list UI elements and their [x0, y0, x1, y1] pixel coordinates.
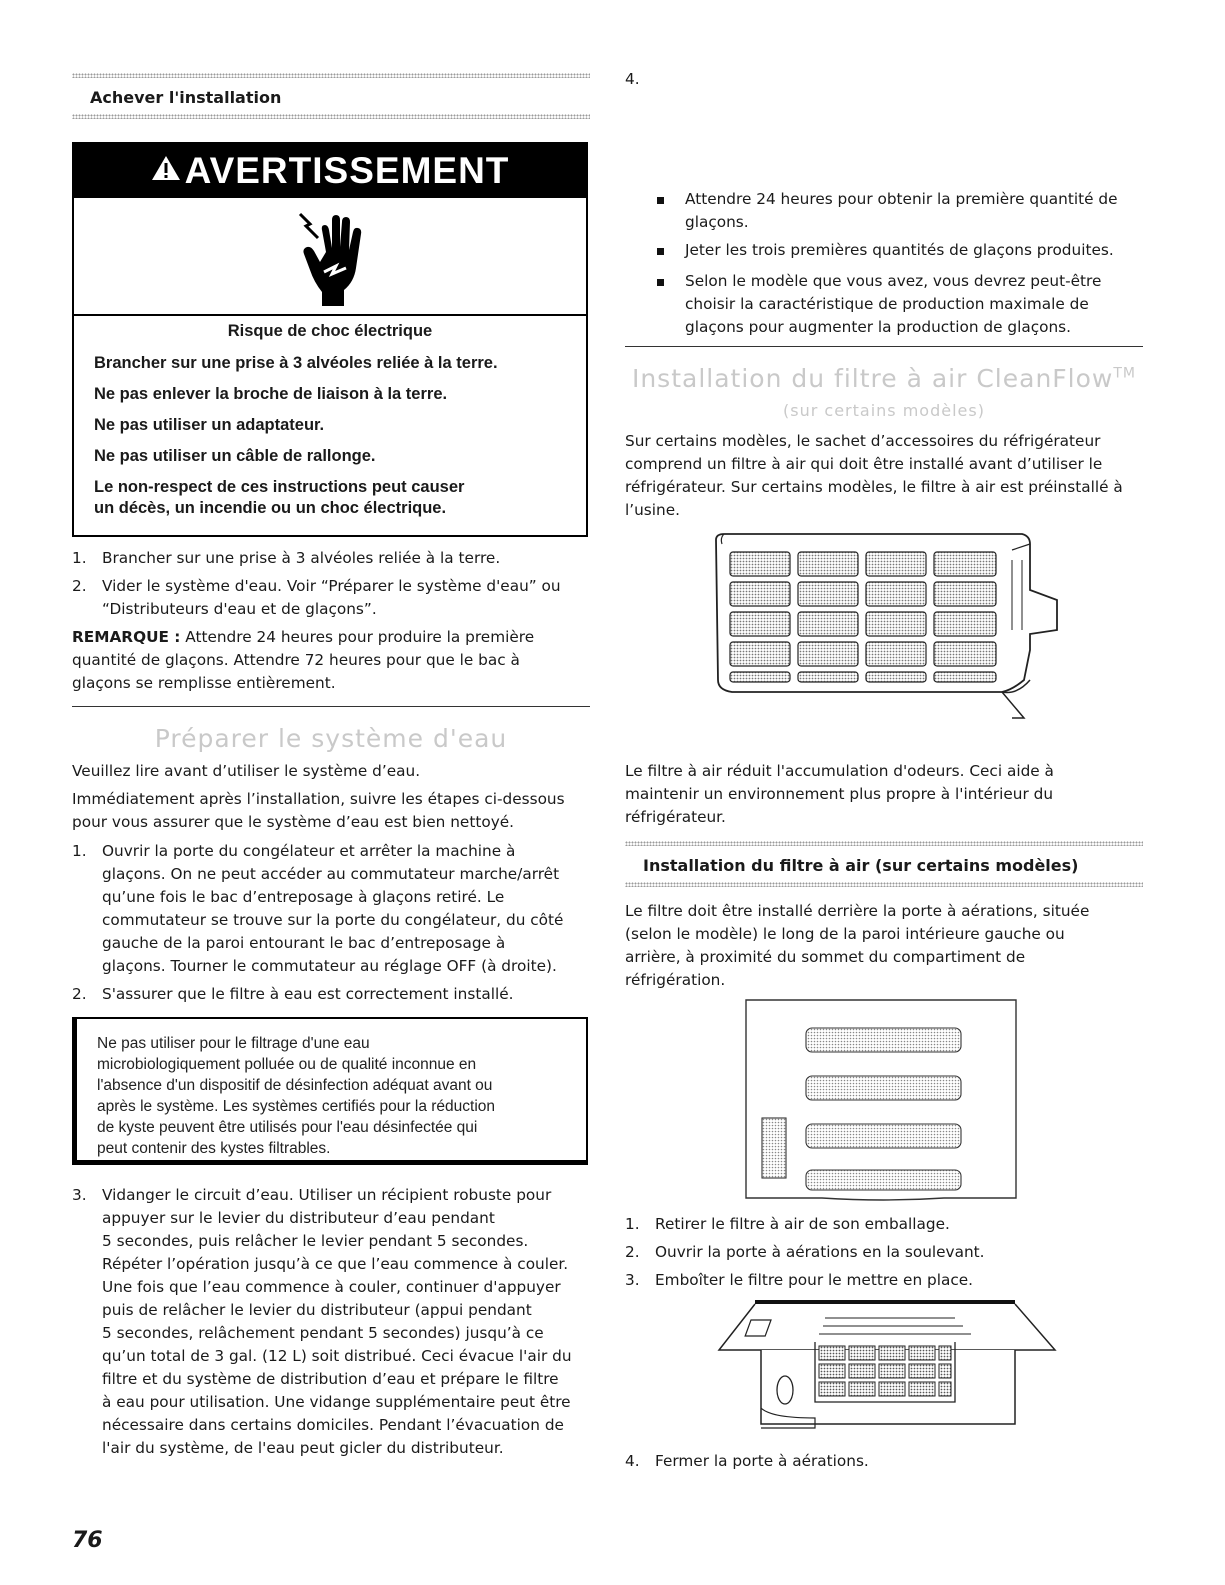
step-text: Ouvrir la porte à aérations en la soulevant. [655, 1243, 985, 1261]
step-text: à eau pour utilisation. Une vidange supplémentaire peut être [102, 1393, 571, 1411]
heading-rule-bottom [625, 882, 1143, 887]
step-text: commutateur se trouve sur la porte du congélateur, du côté [102, 911, 564, 929]
step-number: 4. [625, 70, 640, 88]
step-text: Retirer le filtre à air de son emballage. [655, 1215, 950, 1233]
note-line: l'absence d'un dispositif de désinfection adéquat avant ou [97, 1077, 493, 1094]
intro-text: Immédiatement après l’installation, suivre les étapes ci-dessous [72, 790, 565, 808]
bullet-icon [657, 248, 664, 255]
step-text: qu’une fois le bac d’entreposage à glaçons retiré. Le [102, 888, 505, 906]
remarque-text: glaçons se remplisse entièrement. [72, 674, 336, 692]
remarque [72, 626, 534, 649]
install-text: arrière, à proximité du sommet du compartiment de [625, 948, 1026, 966]
note-line: après le système. Les systèmes certifiés pour la réduction [97, 1098, 496, 1115]
intro-text: réfrigérateur. Sur certains modèles, le filtre à air est préinstallé à [625, 478, 1123, 496]
note-line: Ne pas utiliser pour le filtrage d'une eau [97, 1035, 370, 1052]
step-text: Vidanger le circuit d’eau. Utiliser un récipient robuste pour [102, 1186, 552, 1204]
step-number: 1. [625, 1215, 640, 1233]
warning-line: Le non-respect de ces instructions peut causer [94, 478, 465, 496]
warning-header [74, 144, 586, 198]
warning-line: Ne pas utiliser un câble de rallonge. [94, 447, 376, 465]
step-text: Une fois que l’eau commence à couler, continuer d'appuyer [102, 1278, 561, 1296]
step-number: 2. [625, 1243, 640, 1261]
vented-door-illustration [744, 998, 1024, 1203]
section-heading-achever: Achever l'installation [90, 88, 282, 107]
warning-line: Brancher sur une prise à 3 alvéoles reliée à la terre. [94, 354, 498, 372]
bullet-text: glaçons pour augmenter la production de glaçons. [685, 318, 1071, 336]
bullet-text: Attendre 24 heures pour obtenir la première quantité de [685, 190, 1118, 208]
warning-box [72, 142, 588, 537]
warning-triangle-icon [151, 142, 181, 196]
bullet-text: Selon le modèle que vous avez, vous devrez peut-être [685, 272, 1102, 290]
section-title-preparer: Préparer le système d'eau [154, 724, 508, 753]
heading-rule-top [72, 73, 590, 78]
step-number: 3. [72, 1186, 87, 1204]
heading-rule-bottom [72, 114, 590, 119]
warning-title: AVERTISSEMENT [184, 150, 510, 191]
page-number: 76 [72, 1528, 103, 1553]
step-text: Emboîter le filtre pour le mettre en place. [655, 1271, 974, 1289]
filter-insertion-illustration [715, 1298, 1060, 1438]
intro-text: Sur certains modèles, le sachet d’accessoires du réfrigérateur [625, 432, 1101, 450]
install-text: réfrigération. [625, 971, 726, 989]
warning-line: un décès, un incendie ou un choc électrique. [94, 499, 447, 517]
note-line: microbiologiquement polluée ou de qualité inconnue en [97, 1056, 477, 1073]
warning-line: Ne pas enlever la broche de liaison à la terre. [94, 385, 448, 403]
step-text: l'air du système, de l'eau peut gicler du distributeur. [102, 1439, 504, 1457]
trademark: TM [1113, 365, 1137, 382]
section-rule [72, 706, 590, 707]
note-line: de kyste peuvent être utilisés pour l'eau désinfectée qui [97, 1119, 478, 1136]
step-text: appuyer sur le levier du distributeur d’eau pendant [102, 1209, 495, 1227]
step-number: 2. [72, 985, 87, 1003]
step-text: glaçons. Tourner le commutateur au réglage OFF (à droite). [102, 957, 557, 975]
step-text: 5 secondes, puis relâcher le levier pendant 5 secondes. [102, 1232, 529, 1250]
step-text: filtre et du système de distribution d’eau et prépare le filtre [102, 1370, 559, 1388]
step-text: qu’un total de 3 gal. (12 L) soit distribué. Ceci évacue l'air du [102, 1347, 572, 1365]
step-text: Répéter l’opération jusqu’à ce que l’eau commence à couler. [102, 1255, 569, 1273]
step-text: gauche de la paroi entourant le bac d’entreposage à [102, 934, 506, 952]
bullet-text: choisir la caractéristique de production maximale de [685, 295, 1089, 313]
step-text: 5 secondes, relâchement pendant 5 secondes) jusqu’à ce [102, 1324, 544, 1342]
figure-caption: Le filtre à air réduit l'accumulation d'odeurs. Ceci aide à [625, 762, 1054, 780]
air-filter-illustration [712, 530, 1062, 720]
remarque-label: REMARQUE : [72, 628, 181, 646]
step-number: 2. [72, 577, 87, 595]
intro-text: l’usine. [625, 501, 680, 519]
step-text: “Distributeurs d'eau et de glaçons”. [102, 600, 377, 618]
bullet-icon [657, 197, 664, 204]
bullet-text: glaçons. [685, 213, 749, 231]
step-number: 1. [72, 842, 87, 860]
bullet-icon [657, 279, 664, 286]
step-text: Ouvrir la porte du congélateur et arrêter la machine à [102, 842, 516, 860]
install-text: (selon le modèle) le long de la paroi intérieure gauche ou [625, 925, 1065, 943]
bullet-text: Jeter les trois premières quantités de glaçons produites. [685, 241, 1114, 259]
step-text: Brancher sur une prise à 3 alvéoles reliée à la terre. [102, 549, 501, 567]
note-line: peut contenir des kystes filtrables. [97, 1140, 331, 1157]
note-box [72, 1017, 588, 1165]
step-text: Fermer la porte à aérations. [655, 1452, 869, 1470]
figure-caption: réfrigérateur. [625, 808, 726, 826]
warning-risk: Risque de choc électrique [227, 322, 433, 340]
figure-caption: maintenir un environnement plus propre à l'intérieur du [625, 785, 1054, 803]
warning-line: Ne pas utiliser un adaptateur. [94, 416, 325, 434]
section-title-text: Installation du filtre à air CleanFlow [631, 364, 1114, 393]
remarque-text: Attendre 24 heures pour produire la première [180, 628, 535, 646]
step-text: nécessaire dans certains domiciles. Pendant l’évacuation de [102, 1416, 564, 1434]
intro-text: comprend un filtre à air qui doit être installé avant d’utiliser le [625, 455, 1103, 473]
step-number: 4. [625, 1452, 640, 1470]
step-number: 1. [72, 549, 87, 567]
step-text: S'assurer que le filtre à eau est correctement installé. [102, 985, 514, 1003]
section-rule [625, 346, 1143, 347]
step-text: Vider le système d'eau. Voir “Préparer le système d'eau” ou [102, 577, 561, 595]
remarque-text: quantité de glaçons. Attendre 72 heures pour que le bac à [72, 651, 520, 669]
step-number: 3. [625, 1271, 640, 1289]
electric-shock-hand-icon [74, 198, 586, 316]
step-text: puis de relâcher le levier du distributeur (appui pendant [102, 1301, 532, 1319]
section-subtitle: (sur certains modèles) [783, 401, 985, 420]
section-title-cleanflow [625, 364, 1143, 393]
heading-rule-top [625, 841, 1143, 846]
intro-text: pour vous assurer que le système d’eau est bien nettoyé. [72, 813, 515, 831]
subheading-installation: Installation du filtre à air (sur certains modèles) [643, 856, 1079, 875]
install-text: Le filtre doit être installé derrière la porte à aérations, située [625, 902, 1090, 920]
intro-text: Veuillez lire avant d’utiliser le système d’eau. [72, 762, 421, 780]
step-text: glaçons. On ne peut accéder au commutateur marche/arrêt [102, 865, 560, 883]
